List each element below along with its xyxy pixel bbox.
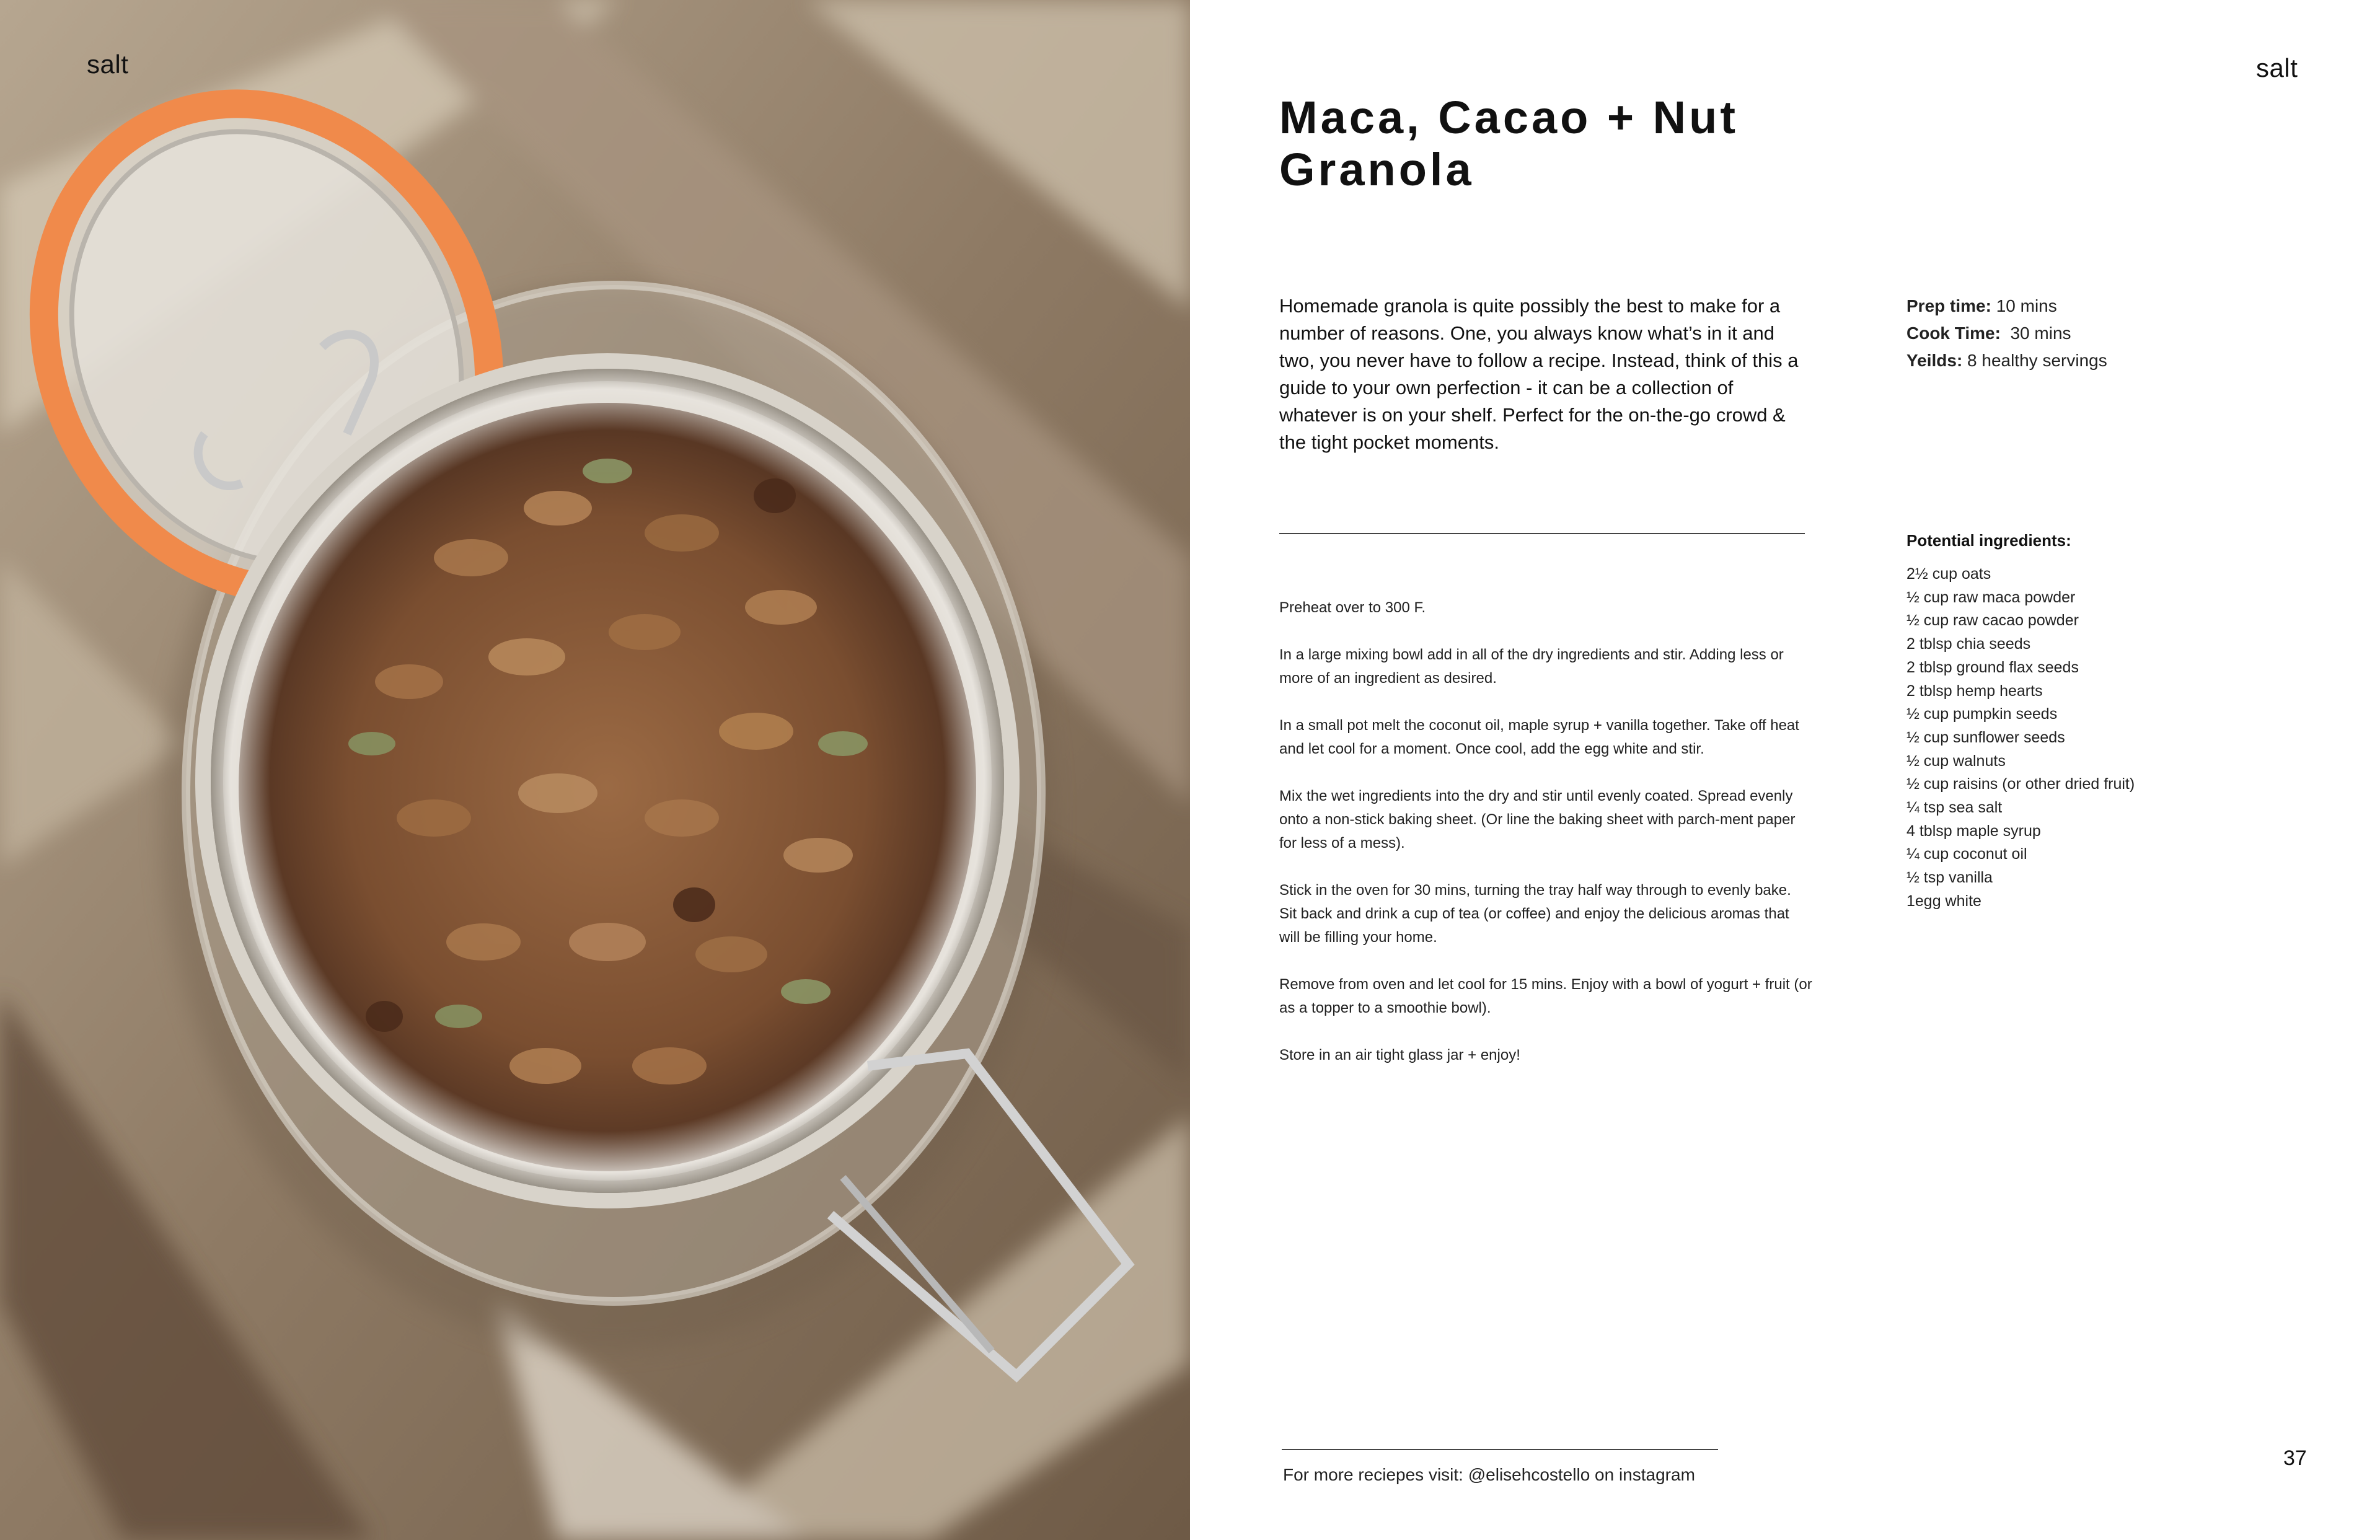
ingredient-item: 2½ cup oats xyxy=(1906,565,1991,583)
ingredient-item: 1egg white xyxy=(1906,892,1981,910)
footer-divider xyxy=(1282,1449,1718,1450)
ingredient-item: ½ tsp vanilla xyxy=(1906,869,1993,887)
yields-value: 8 healthy servings xyxy=(1962,351,2107,370)
ingredient-item: 2 tblsp hemp hearts xyxy=(1906,682,2043,700)
recipe-title: Maca, Cacao + Nut Granola xyxy=(1279,92,1739,195)
ingredient-item: ½ cup raw maca powder xyxy=(1906,588,2076,606)
prep-time-value: 10 mins xyxy=(1991,296,2057,315)
ingredient-item: ¼ cup coconut oil xyxy=(1906,845,2027,863)
ingredient-item: ½ cup sunflower seeds xyxy=(1906,728,2065,746)
recipe-intro: Homemade granola is quite possibly the best to make for a number of reasons. One, you always know what’s in it and two, you never have to follow a recipe. Instead, think of this a guide to your own perfection - it can be a collection of whatever is on your shelf. Perfect for the on-the-go crowd & the tight pocket moments. xyxy=(1279,295,1799,453)
method-step: In a small pot melt the coconut oil, maple syrup + vanilla together. Take off heat and let cool for a moment. Once cool, add the egg white and stir. xyxy=(1279,717,1799,757)
method-steps xyxy=(1279,596,1812,1091)
ingredient-item: ¼ tsp sea salt xyxy=(1906,799,2003,817)
recipe-meta xyxy=(1906,293,2278,374)
footer-note: For more reciepes visit: @elisehcostello on instagram xyxy=(1283,1465,1695,1484)
ingredient-item: ½ cup raisins (or other dried fruit) xyxy=(1906,775,2135,793)
method-step: Remove from oven and let cool for 15 mins. Enjoy with a bowl of yogurt + fruit (or as a topper to a smoothie bowl). xyxy=(1279,976,1812,1016)
ingredient-item: 2 tblsp ground flax seeds xyxy=(1906,658,2079,676)
method-step: Store in an air tight glass jar + enjoy! xyxy=(1279,1047,1520,1063)
ingredient-item: 4 tblsp maple syrup xyxy=(1906,822,2041,840)
method-step: Mix the wet ingredients into the dry and stir until evenly coated. Spread evenly onto a non-stick baking sheet. (Or line the baking sheet with parch-ment paper for less of a mess). xyxy=(1279,788,1796,851)
ingredients-heading: Potential ingredients: xyxy=(1906,531,2071,550)
cook-time-value: 30 mins xyxy=(2000,323,2071,343)
brand-logo-left: salt xyxy=(87,50,129,79)
brand-logo-right: salt xyxy=(2256,53,2298,82)
ingredient-item: ½ cup walnuts xyxy=(1906,752,2006,770)
cook-time-label: Cook Time: xyxy=(1906,323,2001,343)
ingredients-list xyxy=(1906,563,2135,913)
cook-time xyxy=(1906,320,2278,347)
method-step: In a large mixing bowl add in all of the dry ingredients and stir. Adding less or more of an ingredient as desired. xyxy=(1279,646,1784,687)
yields xyxy=(1906,347,2278,374)
method-step: Stick in the oven for 30 mins, turning the tray half way through to evenly bake. Sit back and drink a cup of tea (or coffee) and enjoy the delicious aromas that will be filling your home. xyxy=(1279,882,1791,946)
ingredient-item: 2 tblsp chia seeds xyxy=(1906,635,2031,653)
ingredient-item: ½ cup raw cacao powder xyxy=(1906,612,2079,630)
prep-time xyxy=(1906,293,2278,320)
page-number: 37 xyxy=(2283,1446,2307,1470)
method-step: Preheat over to 300 F. xyxy=(1279,599,1426,616)
section-divider xyxy=(1279,533,1805,534)
prep-time-label: Prep time: xyxy=(1906,296,1991,315)
yields-label: Yeilds: xyxy=(1906,351,1963,370)
ingredient-item: ½ cup pumpkin seeds xyxy=(1906,705,2058,723)
